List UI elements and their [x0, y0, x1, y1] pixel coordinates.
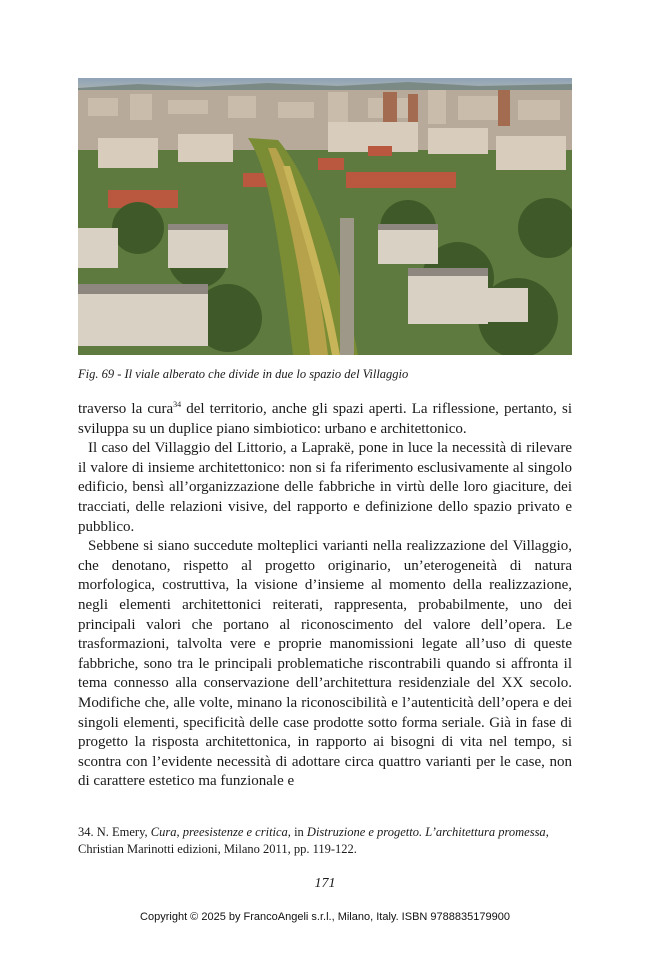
copyright-notice: Copyright © 2025 by FrancoAngeli s.r.l., Milano, Italy. ISBN 9788835179900 — [140, 911, 510, 923]
figure-caption: Fig. 69 - Il viale alberato che divide in due lo spazio del Villaggio — [78, 367, 409, 381]
aerial-photo-villaggio — [78, 78, 572, 355]
page-number: 171 — [314, 876, 336, 891]
paragraph-1: traverso la cura$^{34}$ del territorio, anche gli spazi aperti. La riflessione, pertanto, si sviluppa su un duplice piano simbiotico: urbano e architettonico. — [78, 400, 572, 437]
paragraph-3: Sebbene si siano succedute molteplici varianti nella realizzazione del Villaggio, che denotano, rispetto al progetto originario, un’eterogeneità di natura morfologica, costruttiva, la visione d’insieme al momento della realizzazione, negli elementi architettonici reiterati, rappresenta, probabilmente, uno dei principali valori che portano al riconoscimento del valore dell’opera. Le trasformazioni, talvolta vere e proprie manomissioni legate all’uso di queste fabbriche, sono tra le principali problematiche riscontrabili quando si affronta il tema connesso alla conservazione dell’architettura residenziale del XX secolo. Modifiche che, alle volte, minano la riconoscibilità e l’autenticità dell’opera e dei singoli elementi, specificità delle case prodotte sotto forma seriale. Già in fase di progetto la risposta architettonica, in rapporto ai bisogni di vita nel tempo, si scontra con l’evidente necessità di adottare circa quattro varianti per le case, non di carattere estetico ma funzionale e — [78, 538, 572, 790]
footnote: 34. N. Emery, Cura, preesistenze e critica, in Distruzione e progetto. L’architettura promessa, Christian Marinotti edizioni, Milano 2011, pp. 119-122. — [78, 825, 549, 856]
footnote-reference: 34 — [173, 400, 182, 409]
paragraph-2: Il caso del Villaggio del Littorio, a Laprakë, pone in luce la necessità di rilevare il valore di insieme architettonico: non si fa riferimento esclusivamente al singolo edificio, bensì all’organizzazione delle fabbriche in virtù delle loro giaciture, dei tracciati, delle relazioni visive, del rapporto e definizione dello spazio privato e pubblico. — [78, 440, 572, 535]
body-text — [78, 400, 572, 792]
